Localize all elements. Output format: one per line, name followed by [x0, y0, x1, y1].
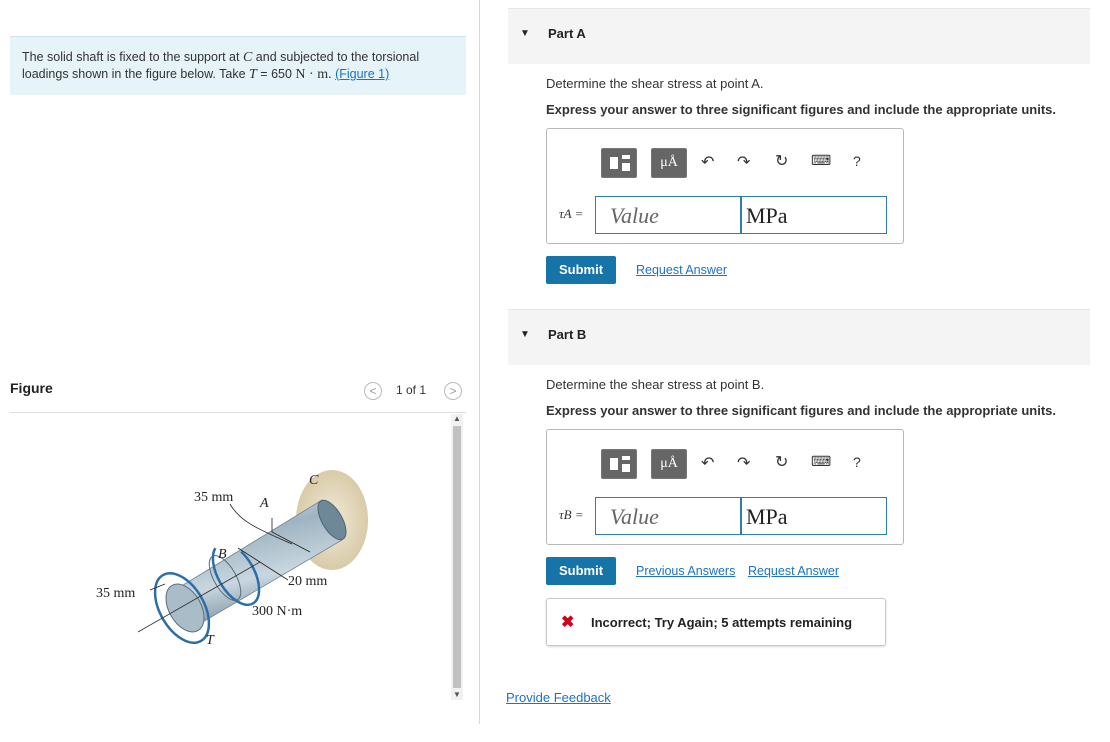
label-20mm: 20 mm	[288, 574, 328, 589]
figure-scrollbar[interactable]	[451, 414, 463, 700]
units-button[interactable]: μÅ	[651, 449, 687, 479]
part-b-header[interactable]	[508, 309, 1090, 365]
scroll-up-icon[interactable]: ▲	[453, 414, 461, 423]
part-b-instruction: Express your answer to three significant figures and include the appropriate units.	[546, 403, 1056, 418]
part-a-title: Part A	[548, 26, 586, 41]
help-icon[interactable]: ?	[853, 454, 861, 470]
part-a-request-answer-link[interactable]: Request Answer	[636, 263, 728, 277]
problem-text-2: and subjected to the torsional loadings shown in the figure below. Take	[22, 50, 420, 81]
figure-header	[10, 380, 466, 413]
label-35mm-top: 35 mm	[194, 490, 234, 505]
part-b-previous-answers-link[interactable]: Previous Answers	[636, 564, 736, 578]
fraction-box-icon	[622, 464, 630, 472]
part-a-instruction: Express your answer to three significant figures and include the appropriate units.	[546, 102, 1056, 117]
figure-image	[10, 412, 450, 700]
label-t: T	[206, 633, 214, 648]
part-a-unit-input[interactable]: MPa	[741, 196, 887, 234]
part-a-value-input[interactable]: Value	[595, 196, 741, 234]
part-b-question: Determine the shear stress at point B.	[546, 377, 765, 392]
shaft-diagram	[10, 412, 450, 700]
collapse-triangle-icon[interactable]: ▼	[520, 329, 530, 340]
leader-35-left	[150, 584, 165, 590]
fraction-icon	[622, 456, 630, 460]
part-a-question: Determine the shear stress at point A.	[546, 76, 764, 91]
column-divider	[479, 0, 480, 724]
problem-text-1: The solid shaft is fixed to the support at	[22, 50, 240, 64]
part-b-title: Part B	[548, 327, 587, 342]
part-a-header[interactable]	[508, 8, 1090, 64]
part-b-answer-box	[546, 429, 904, 545]
undo-icon[interactable]: ↶	[701, 455, 715, 472]
template-block-icon	[610, 458, 618, 470]
scroll-down-icon[interactable]: ▼	[453, 690, 461, 699]
fraction-box-icon	[622, 163, 630, 171]
reset-icon[interactable]: ↻	[775, 454, 789, 471]
prev-figure-button[interactable]: <	[364, 382, 382, 400]
undo-icon[interactable]: ↶	[701, 154, 715, 171]
torque-unit: N · m.	[295, 67, 332, 82]
torque-symbol: T	[249, 67, 257, 82]
keyboard-icon[interactable]: ⌨	[811, 453, 832, 469]
units-button[interactable]: μÅ	[651, 148, 687, 178]
label-c: C	[309, 473, 319, 488]
templates-button[interactable]	[601, 449, 637, 479]
templates-button[interactable]	[601, 148, 637, 178]
figure-link[interactable]: (Figure 1)	[335, 67, 390, 81]
part-b-submit-button[interactable]: Submit	[546, 557, 616, 585]
provide-feedback-link[interactable]: Provide Feedback	[506, 690, 611, 705]
redo-icon[interactable]: ↷	[737, 455, 751, 472]
problem-statement	[10, 36, 466, 95]
template-block-icon	[610, 157, 618, 169]
part-b-request-answer-link[interactable]: Request Answer	[748, 564, 840, 578]
label-b: B	[218, 547, 227, 562]
redo-icon[interactable]: ↷	[737, 154, 751, 171]
scroll-thumb[interactable]	[453, 426, 461, 688]
part-b-feedback-text: Incorrect; Try Again; 5 attempts remaining	[591, 615, 853, 630]
help-icon[interactable]: ?	[853, 153, 861, 169]
figure-pager: 1 of 1	[396, 383, 427, 397]
part-b-value-input[interactable]: Value	[595, 497, 741, 535]
figure-title: Figure	[10, 380, 53, 396]
fraction-icon	[622, 155, 630, 159]
problem-text-3: = 650	[260, 67, 292, 81]
collapse-triangle-icon[interactable]: ▼	[520, 28, 530, 39]
point-c-symbol: C	[242, 50, 253, 65]
tau-a-symbol: τA =	[559, 206, 584, 221]
label-a: A	[260, 496, 269, 511]
label-300nm: 300 N·m	[252, 604, 303, 619]
part-b-feedback-box	[546, 598, 886, 646]
reset-icon[interactable]: ↻	[775, 153, 789, 170]
part-b-unit-input[interactable]: MPa	[741, 497, 887, 535]
keyboard-icon[interactable]: ⌨	[811, 152, 832, 168]
part-a-submit-button[interactable]: Submit	[546, 256, 616, 284]
label-35mm-left: 35 mm	[96, 586, 136, 601]
incorrect-x-icon: ✖	[561, 614, 575, 631]
next-figure-button[interactable]: >	[444, 382, 462, 400]
tau-b-symbol: τB =	[559, 507, 584, 522]
part-a-answer-box	[546, 128, 904, 244]
